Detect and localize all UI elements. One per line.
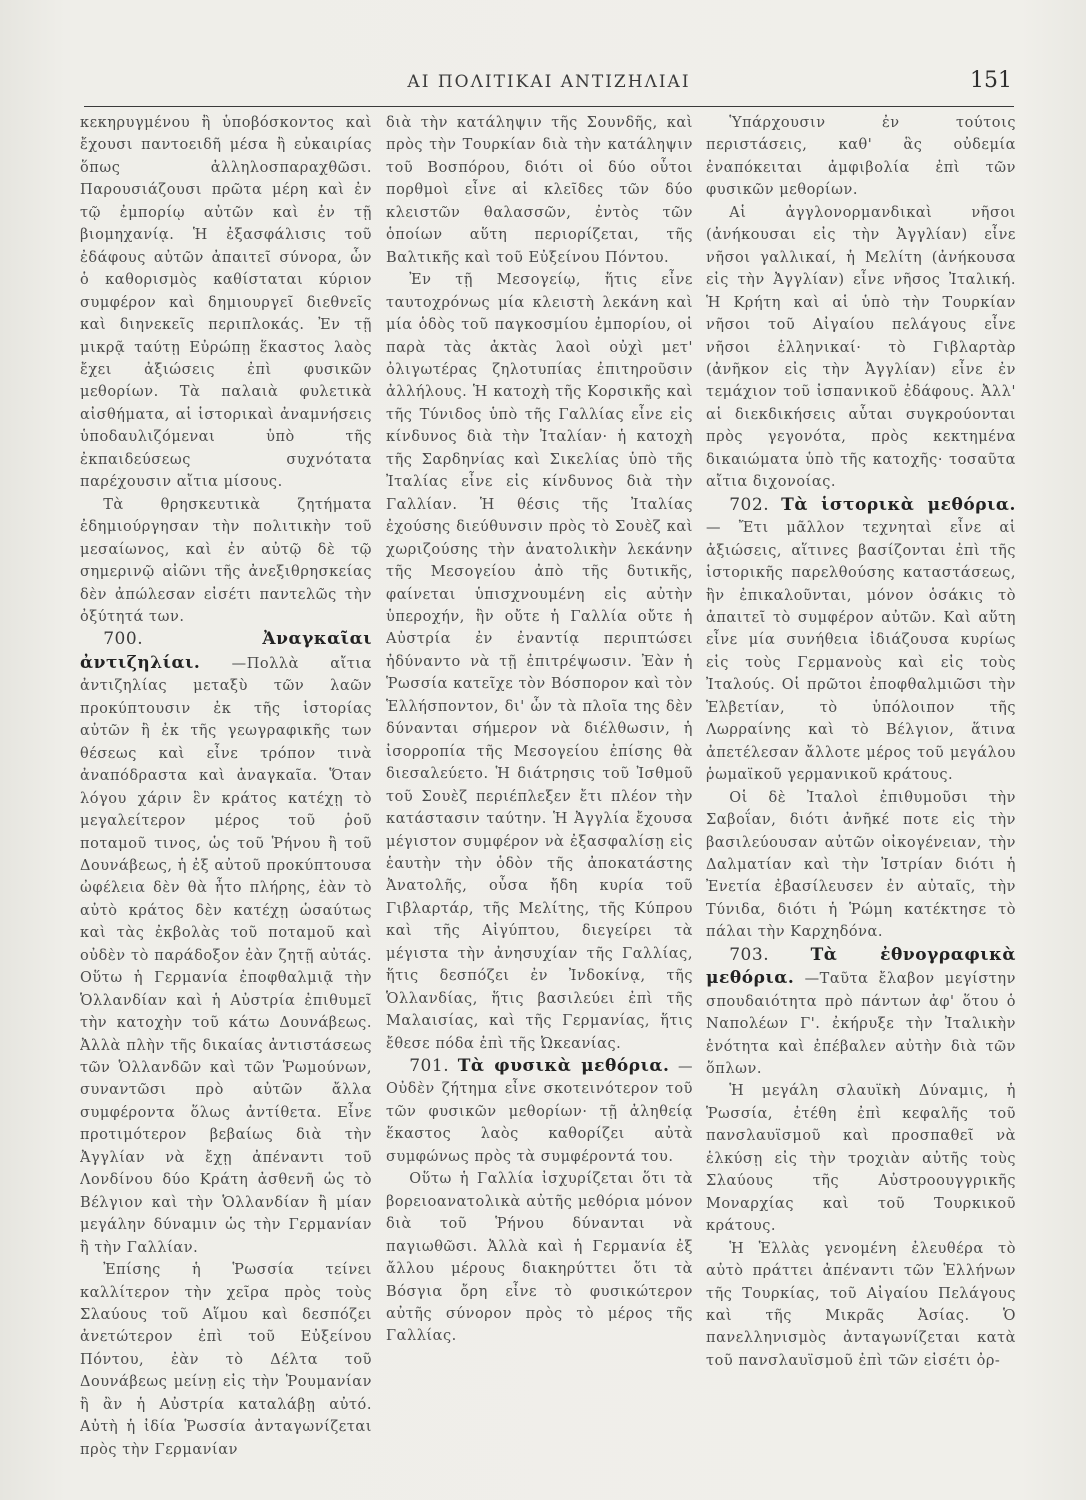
text-column-1: [80, 112, 372, 1496]
paragraph: Οἱ δὲ Ἰταλοὶ ἐπιθυμοῦσι τὴν Σαβοΐαν, διότι ἀνῆκέ ποτε εἰς τὴν βασιλεύουσαν αὐτῶν οἰκογένειαν, τὴν Δαλματίαν καὶ τὴν Ἰστρίαν διότι ἡ Ἐνετία ἐβασίλευσεν ἐν αὐταῖς, τὴν Τύνιδα, διότι ἡ Ῥώμη κατέκτησε τὸ πάλαι τὴν Καρχηδόνα.: [706, 789, 1016, 941]
section-heading: Τὰ ἐθνογραφικὰ μεθόρια.: [706, 944, 1016, 989]
paragraph: Ἡ Ἑλλὰς γενομένη ἐλευθέρα τὸ αὐτὸ πράττει ἀπέναντι τῶν Ἑλλήνων τῆς Τουρκίας, τοῦ Αἰγαίου Πελάγους καὶ τῆς Μικρᾶς Ἀσίας. Ὁ πανελληνισμὸς ἀνταγωνίζεται κατὰ τοῦ πανσλαυϊσμοῦ ἐπὶ τῶν εἰσέτι ὀρ-: [706, 1240, 1016, 1369]
section-703: [706, 944, 1016, 1081]
paragraph: Ἡ μεγάλη σλαυϊκὴ Δύναμις, ἡ Ῥωσσία, ἐτέθη ἐπὶ κεφαλῆς τοῦ πανσλαυϊσμοῦ καὶ προσπαθεῖ νὰ ἑλκύσῃ εἰς τὴν τροχιὰν αὐτῆς τοὺς Σλαύους τῆς Αὐστροουγγρικῆς Μοναρχίας καὶ τοῦ Τουρκικοῦ κράτους.: [706, 1083, 1016, 1235]
section-text: — Ἔτι μᾶλλον τεχνηταὶ εἶνε αἱ ἀξιώσεις, αἵτινες βασίζονται ἐπὶ τῆς ἱστορικῆς παρελθούσης καταστάσεως, ἣν ἐπικαλοῦνται, μόνον ὁσάκις τὸ ἀπαιτεῖ τὸ συμφέρον αὐτῶν. Καὶ αὕτη εἶνε μία συνήθεια ἰδιάζουσα κυρίως εἰς τοὺς Γερμανοὺς καὶ εἰς τοὺς Ἰταλούς. Οἱ πρῶτοι ἐποφθαλμιῶσι τὴν Ἑλβετίαν, τὸ ὑπόλοιπον τῆς Λωρραίνης καὶ τὸ Βέλγιον, ἅτινα ἀπετέλεσαν ἄλλοτε μέρος τοῦ μεγάλου ῥωμαϊκοῦ γερμανικοῦ κράτους.: [706, 520, 1016, 784]
section-text: —Ταῦτα ἔλαβον μεγίστην σπουδαιότητα πρὸ πάντων ἀφ' ὅτου ὁ Ναπολέων Γ'. ἐκήρυξε τὴν Ἰταλικὴν ἑνότητα καὶ ἐπέβαλεν αὐτὴν διὰ τῶν ὅπλων.: [706, 971, 1016, 1078]
text-column-2: [386, 112, 693, 1496]
running-title: ΑΙ ΠΟΛΙΤΙΚΑΙ ΑΝΤΙΖΗΛΙΑΙ: [407, 72, 691, 92]
text-column-3: [706, 112, 1016, 1496]
paragraph: Ὑπάρχουσιν ἐν τούτοις περιστάσεις, καθ' ἃς οὐδεμία ἐναπόκειται ἀμφιβολία ἐπὶ τῶν φυσικῶν μεθορίων.: [706, 115, 1016, 199]
paragraph: Τὰ θρησκευτικὰ ζητήματα ἐδημιούργησαν τὴν πολιτικὴν τοῦ μεσαίωνος, καὶ ἐν αὐτῷ δὲ τῷ σημερινῷ αἰῶνι τῆς ἀνεξιθρησκείας δὲν ἀπώλεσαν εἰσέτι παντελῶς τὴν ὀξύτητά των.: [80, 496, 372, 625]
section-number: 702.: [729, 494, 770, 515]
section-702: [706, 494, 1016, 787]
section-heading: Ἀναγκαῖαι ἀντιζηλίαι.: [80, 629, 372, 673]
section-heading: Τὰ ἱστορικὰ μεθόρια.: [781, 494, 1016, 515]
paragraph: Αἱ ἀγγλονορμανδικαὶ νῆσοι (ἀνήκουσαι εἰς τὴν Ἀγγλίαν) εἶνε νῆσοι γαλλικαί, ἡ Μελίτη (ἀνήκουσα εἰς τὴν Ἀγγλίαν) εἶνε νῆσος Ἰταλική. Ἡ Κρήτη καὶ αἱ ὑπὸ τὴν Τουρκίαν νῆσοι τοῦ Αἰγαίου πελάγους εἶνε νῆσοι ἑλληνικαί· τὸ Γιβλαρτὰρ (ἀνῆκον εἰς τὴν Ἀγγλίαν) εἶνε ἐν τεμάχιον τοῦ ἰσπανικοῦ ἐδάφους. Ἀλλ' αἱ διεκδικήσεις αὗται συγκρούονται πρὸς γεγονότα, πρὸς κεκτημένα δικαιώματα ὑπὸ τῆς κατοχῆς· τοσαῦτα αἴτια διχονοίας.: [706, 204, 1016, 491]
paragraph: διὰ τὴν κατάληψιν τῆς Σουνδῆς, καὶ πρὸς τὴν Τουρκίαν διὰ τὴν κατάληψιν τοῦ Βοσπόρου, διότι οἱ δύο οὗτοι πορθμοὶ εἶνε αἱ κλεῖδες τῶν δύο κλειστῶν θαλασσῶν, ἐντὸς τῶν ὁποίων αὕτη περιορίζεται, τῆς Βαλτικῆς καὶ τοῦ Εὐξείνου Πόντου.: [386, 115, 693, 266]
paragraph: κεκηρυγμένου ἢ ὑποβόσκοντος καὶ ἔχουσι παντοειδῆ μέσα ἢ εὐκαιρίας ὅπως ἀλληλοσπαραχθῶσι. Παρουσιάζουσι πρῶτα μέρη καὶ ἐν τῷ ἐμπορίῳ αὐτῶν καὶ ἐν τῇ βιομηχανίᾳ. Ἡ ἐξασφάλισις τοῦ ἐδάφους αὐτῶν ἀπαιτεῖ σύνορα, ὧν ὁ καθορισμὸς καθίσταται κύριον συμφέρον καὶ δημιουργεῖ διεθνεῖς καὶ διηνεκεῖς περιπλοκάς. Ἐν τῇ μικρᾷ ταύτῃ Εὐρώπῃ ἕκαστος λαὸς ἔχει ἀξιώσεις ἐπὶ φυσικῶν μεθορίων. Τὰ παλαιὰ φυλετικὰ αἰσθήματα, αἱ ἱστορικαὶ ἀναμνήσεις ὑποδαυλιζόμεναι ὑπὸ τῆς ἐκπαιδεύσεως συχνότατα παρέχουσιν αἴτια μίσους.: [80, 115, 372, 491]
section-text: —Πολλὰ αἴτια ἀντιζηλίας μεταξὺ τῶν λαῶν προκύπτουσιν ἐκ τῆς ἱστορίας αὐτῶν ἢ ἐκ τῆς γεωγραφικῆς των θέσεως καὶ εἶνε τρόπον τινὰ ἀναπόδραστα καὶ ἀναγκαῖα. Ὅταν λόγου χάριν ἓν κράτος κατέχῃ τὸ μεγαλείτερον μέρος τοῦ ῥοῦ ποταμοῦ τινος, ὡς τοῦ Ῥήνου ἢ τοῦ Δουνάβεως, ἡ ἐξ αὐτοῦ προκύπτουσα ὠφέλεια δὲν θὰ ἦτο πλήρης, ἐὰν τὸ αὐτὸ κράτος δὲν κατέχῃ ὡσαύτως καὶ τὰς ἐκβολὰς τοῦ ποταμοῦ καὶ οὐδὲν τὸ παράδοξον ἐὰν ζητῇ αὐτάς. Οὕτω ἡ Γερμανία ἐποφθαλμιᾷ τὴν Ὁλλανδίαν καὶ ἡ Αὐστρία ἐπιθυμεῖ τὴν κατοχὴν τοῦ κάτω Δουνάβεως. Ἀλλὰ πλὴν τῆς δικαίας ἀντιστάσεως τῶν Ὁλλανδῶν καὶ τῶν Ῥωμούνων, συναντῶσι πρὸ αὐτῶν ἄλλα συμφέροντα ὅλως ἀντίθετα. Εἶνε προτιμότερον βεβαίως διὰ τὴν Ἀγγλίαν νὰ ἔχῃ ἀπέναντι τοῦ Λονδίνου δύο Κράτη ἀσθενῆ ὡς τὸ Βέλγιον καὶ τὴν Ὁλλανδίαν ἢ μίαν μεγάλην δύναμιν ὡς τὴν Γερμανίαν ἢ τὴν Γαλλίαν.: [80, 655, 372, 1256]
section-number: 703.: [729, 944, 770, 965]
section-701: [386, 1055, 693, 1168]
paragraph: Ἐν τῇ Μεσογείῳ, ἥτις εἶνε ταυτοχρόνως μία κλειστὴ λεκάνη καὶ μία ὁδὸς τοῦ παγκοσμίου ἐμπορίου, οἱ παρὰ τὰς ἀκτὰς λαοὶ οὐχὶ μετ' ὀλιγωτέρας ζηλοτυπίας ἐπιτηροῦσιν ἀλλήλους. Ἡ κατοχὴ τῆς Κορσικῆς καὶ τῆς Τύνιδος ὑπὸ τῆς Γαλλίας εἶνε εἰς κίνδυνος διὰ τὴν Ἰταλίαν· ἡ κατοχὴ τῆς Σαρδηνίας καὶ Σικελίας ὑπὸ τῆς Ἰταλίας εἶνε εἰς κίνδυνος διὰ τὴν Γαλλίαν. Ἡ θέσις τῆς Ἰταλίας ἐχούσης διεύθυνσιν πρὸς τὸ Σουὲζ καὶ χωριζούσης τὴν ἀνατολικὴν λεκάνην τῆς Μεσογείου ἀπὸ τῆς δυτικῆς, φαίνεται ὑπισχνουμένη εἰς αὐτὴν ὑπεροχήν, ἣν οὔτε ἡ Γαλλία οὔτε ἡ Αὐστρία ἐν ἐναντίᾳ περιπτώσει ἠδύναντο νὰ τῇ ἐπιτρέψωσιν. Ἐὰν ἡ Ῥωσσία κατεῖχε τὸν Βόσπορον καὶ τὸν Ἑλλήσποντον, δι' ὧν τὰ πλοῖα της δὲν δύνανται σήμερον νὰ διέλθωσιν, ἡ ἰσορροπία τῆς Μεσογείου ἐπίσης θὰ διεσαλεύετο. Ἡ διάτρησις τοῦ Ἰσθμοῦ τοῦ Σουὲζ περιέπλεξεν ἔτι πλέον τὴν κατάστασιν ταύτην. Ἡ Ἀγγλία ἔχουσα μέγιστον συμφέρον νὰ ἐξασφαλίσῃ εἰς ἑαυτὴν τὴν ὁδὸν τῆς ἀποκατάστης Ἀνατολῆς, οὖσα ἤδη κυρία τοῦ Γιβλαρτάρ, τῆς Μελίτης, τῆς Κύπρου καὶ τῆς Αἰγύπτου, διεγείρει τὰ μέγιστα τὴν ἀνησυχίαν τῆς Γαλλίας, ἥτις δεσπόζει ἐν Ἰνδοκίνᾳ, τῆς Ὁλλανδίας, ἥτις βασιλεύει ἐπὶ τῆς Μαλαισίας, καὶ τῆς Γερμανίας, ἥτις ἔθεσε πόδα ἐπὶ τῆς Ὠκεανίας.: [386, 272, 693, 1052]
paragraph: Ἐπίσης ἡ Ῥωσσία τείνει καλλίτερον τὴν χεῖρα πρὸς τοὺς Σλαύους τοῦ Αἵμου καὶ δεσπόζει ἀνετώτερον ἐπὶ τοῦ Εὐξείνου Πόντου, ἐὰν τὸ Δέλτα τοῦ Δουνάβεως μείνῃ εἰς τὴν Ῥουμανίαν ἢ ἂν ἡ Αὐστρία καταλάβῃ αὐτό. Αὐτὴ ἡ ἰδία Ῥωσσία ἀνταγωνίζεται πρὸς τὴν Γερμανίαν: [80, 1262, 372, 1458]
paragraph: Οὕτω ἡ Γαλλία ἰσχυρίζεται ὅτι τὰ βορειοανατολικὰ αὐτῆς μεθόρια μόνον διὰ τοῦ Ῥήνου δύνανται νὰ παγιωθῶσι. Ἀλλὰ καὶ ἡ Γερμανία ἐξ ἄλλου μέρους διακηρύττει ὅτι τὰ Βόσγια ὄρη εἶνε τὸ φυσικώτερον αὐτῆς σύνορον πρὸς τὸ μέρος τῆς Γαλλίας.: [386, 1171, 693, 1345]
section-text: — Οὐδὲν ζήτημα εἶνε σκοτεινότερον τοῦ τῶν φυσικῶν μεθορίων· τῇ ἀληθείᾳ ἕκαστος λαὸς καθορίζει αὐτὰ συμφώνως πρὸς τὰ συμφέροντά του.: [386, 1059, 693, 1165]
section-heading: Τὰ φυσικὰ μεθόρια.: [457, 1056, 670, 1077]
page-number: 151: [970, 68, 1012, 93]
page-header: [84, 66, 1014, 107]
section-number: 700.: [103, 629, 144, 650]
section-700: [80, 628, 372, 1259]
section-number: 701.: [409, 1056, 450, 1077]
